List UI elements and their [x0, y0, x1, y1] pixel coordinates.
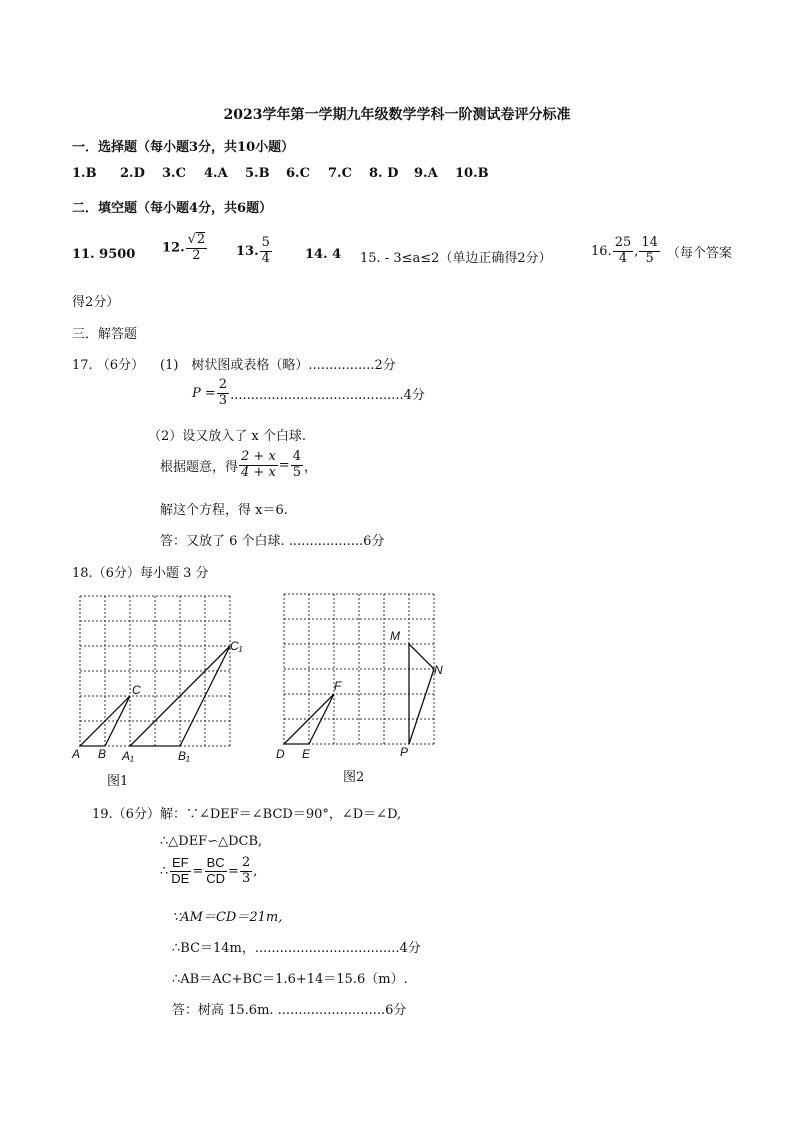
- separator: ,: [634, 243, 639, 259]
- q18-label: 18.（6分）每小题 3 分: [72, 566, 209, 581]
- scoring-note: （每个答案: [666, 245, 732, 261]
- fraction-numerator: 4: [292, 449, 301, 464]
- figure-2-caption: 图2: [343, 770, 365, 785]
- fraction-denominator: 4 + x: [241, 464, 276, 480]
- fraction-numerator: 5: [261, 235, 270, 250]
- label-p: P: [400, 745, 409, 759]
- mc-answer: 7.C: [328, 166, 352, 181]
- fill-answer-12: 12. $\frac{√2}{2}$: [162, 232, 206, 263]
- fraction-denominator: 4: [261, 250, 270, 266]
- page-title: 2023学年第一学期九年级数学学科一阶测试卷评分标准: [223, 107, 571, 123]
- mc-answer: 3.C: [162, 166, 186, 181]
- q19-line-5: ∴BC＝14m，...................................4分: [172, 941, 421, 956]
- label-f: F: [334, 679, 342, 693]
- figure-1: [68, 588, 248, 768]
- fraction-denominator: CD: [206, 870, 226, 886]
- sqrt-radicand: 2: [196, 232, 206, 247]
- line-suffix: ,: [253, 863, 258, 879]
- q19-line-2: ∴△DEF∽△DCB,: [160, 834, 263, 849]
- fraction-numerator: BC: [206, 855, 225, 870]
- equals-sign: =: [192, 863, 204, 879]
- equals-sign: =: [228, 863, 239, 879]
- figure-1-caption: 图1: [107, 774, 129, 789]
- q17-part1: (1) 树状图或表格（略）................2分: [160, 358, 396, 373]
- q17-solve: 解这个方程，得 x＝6.: [160, 503, 288, 518]
- fraction-numerator: 2: [218, 377, 228, 392]
- mc-answer: 1.B: [72, 166, 97, 181]
- equation-prefix: 根据题意，得: [160, 459, 239, 475]
- fraction-numerator: 2 + x: [241, 449, 276, 464]
- label-b1: B₁: [178, 749, 190, 763]
- answer-label: 13.: [236, 243, 259, 259]
- fraction-denominator: 5: [292, 464, 301, 480]
- fraction-denominator: DE: [171, 870, 190, 886]
- mc-answer: 2.D: [120, 166, 145, 181]
- fill-answer-11: 11. 9500: [72, 247, 136, 262]
- q17-part2: （2）设又放入了 x 个白球.: [148, 429, 306, 444]
- figure-2: [272, 588, 447, 768]
- q17-equation: [160, 450, 317, 481]
- mc-answer: 9.A: [414, 166, 438, 181]
- label-m: M: [390, 629, 400, 643]
- mc-answer: 4.A: [204, 166, 228, 181]
- mc-answer: 6.C: [286, 166, 310, 181]
- scoring-note-cont: 得2分）: [72, 295, 120, 310]
- q17-label: 17. （6分）: [72, 358, 145, 373]
- fraction-numerator: 25: [614, 235, 632, 250]
- mc-answer: 10.B: [455, 166, 489, 181]
- fill-answer-13: [236, 236, 273, 267]
- label-a: A: [72, 747, 81, 761]
- q19-line-7: 答：树高 15.6m. ..........................6分: [172, 1003, 407, 1018]
- q19-line-6: ∴AB＝AC+BC＝1.6+14＝15.6（m）.: [172, 972, 408, 987]
- label-a1: A₁: [122, 749, 134, 763]
- triangle-def: [284, 694, 334, 744]
- answer-label: 12.: [162, 240, 185, 256]
- fraction-denominator: 5: [645, 250, 654, 266]
- q19-line-1: 19.（6分）解：∵∠DEF＝∠BCD＝90°，∠D＝∠D,: [92, 807, 402, 822]
- section-2-heading: 二．填空题（每小题4分，共6题）: [72, 201, 273, 216]
- score-dots: ..........................................4分: [230, 387, 425, 403]
- equals-sign: =: [278, 457, 290, 473]
- q19-line-4: ∵AM＝CD＝21m,: [172, 910, 283, 925]
- label-b: B: [98, 747, 107, 761]
- section-1-heading: 一．选择题（每小题3分，共10小题）: [72, 140, 295, 155]
- probability-lhs: P =: [192, 385, 216, 401]
- triangle-abc: [80, 696, 130, 746]
- fraction-numerator: EF: [172, 855, 189, 870]
- fraction-denominator: 3: [241, 870, 251, 886]
- label-e: E: [302, 747, 311, 761]
- fraction-denominator: 4: [618, 250, 628, 266]
- fraction-denominator: 3: [218, 392, 228, 408]
- q17-probability: [192, 378, 425, 409]
- fraction-denominator: 2: [192, 247, 201, 263]
- equation-suffix: ，: [303, 459, 317, 475]
- fill-answer-15: 15. - 3≤a≤2（单边正确得2分）: [360, 251, 552, 266]
- fraction-numerator: 14: [641, 235, 658, 250]
- q17-answer: 答：又放了 6 个白球. ..................6分: [160, 534, 385, 549]
- fraction-numerator: 2: [241, 855, 251, 870]
- section-3-heading: 三．解答题: [72, 327, 138, 342]
- mc-answer: 8. D: [369, 166, 399, 181]
- label-n: N: [434, 663, 443, 677]
- label-d: D: [276, 747, 285, 761]
- label-c: C: [132, 683, 141, 697]
- fill-answer-16: [591, 236, 732, 267]
- answer-label: 16.: [591, 243, 612, 259]
- label-c1: C₁: [230, 639, 243, 653]
- q19-line-3: [160, 856, 257, 887]
- therefore-symbol: ∴: [160, 863, 169, 879]
- mc-answer: 5.B: [245, 166, 270, 181]
- fill-answer-14: 14. 4: [305, 247, 342, 262]
